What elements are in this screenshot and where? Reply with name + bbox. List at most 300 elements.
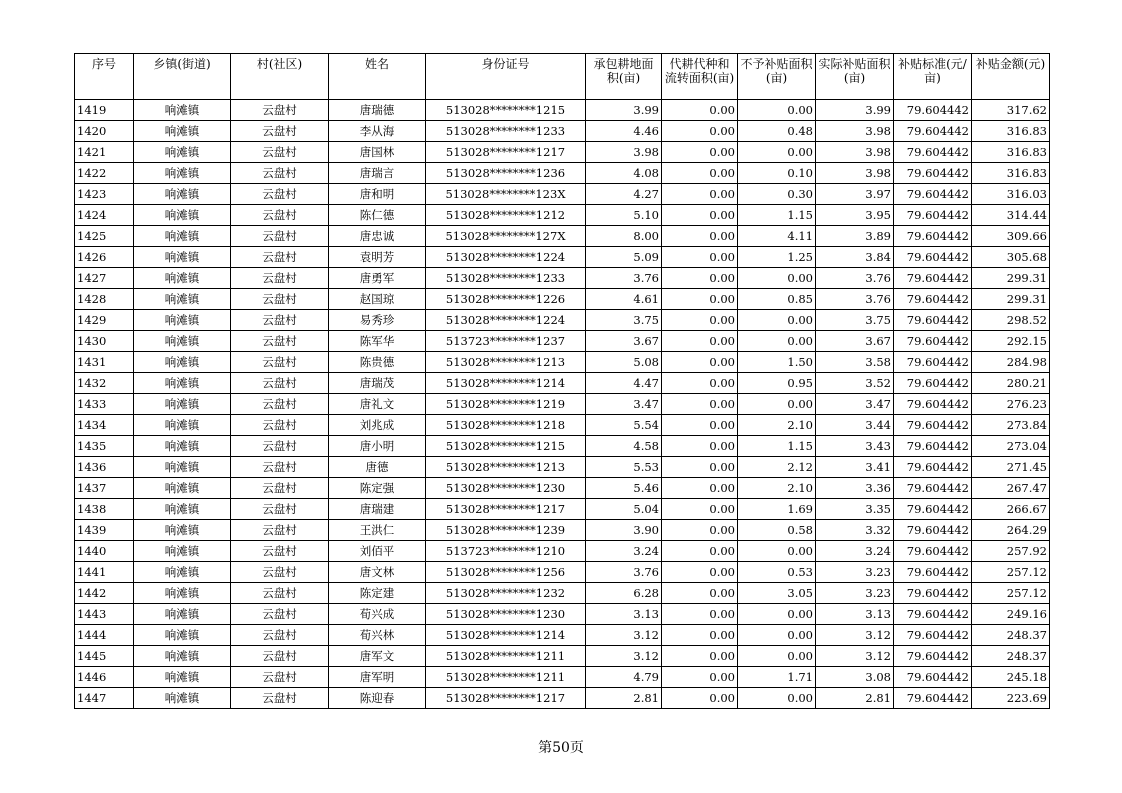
cell-name: 陈仁德 — [329, 205, 426, 226]
table-row — [75, 478, 1050, 499]
cell-standard: 79.604442 — [894, 646, 972, 667]
cell-seq: 1421 — [75, 142, 134, 163]
cell-actual-area: 3.35 — [816, 499, 894, 520]
header-standard: 补贴标准(元/亩) — [894, 54, 972, 100]
cell-nosubsidy-area: 0.00 — [738, 100, 816, 121]
cell-id: 513028********1214 — [426, 625, 586, 646]
cell-actual-area: 3.24 — [816, 541, 894, 562]
cell-standard: 79.604442 — [894, 121, 972, 142]
cell-contract-area: 4.08 — [586, 163, 662, 184]
cell-town: 响滩镇 — [134, 604, 231, 625]
cell-name: 唐瑞茂 — [329, 373, 426, 394]
table-row — [75, 352, 1050, 373]
cell-id: 513028********1215 — [426, 436, 586, 457]
cell-standard: 79.604442 — [894, 688, 972, 709]
header-transfer-area: 代耕代种和流转面积(亩) — [662, 54, 738, 100]
cell-transfer-area: 0.00 — [662, 247, 738, 268]
table-row — [75, 394, 1050, 415]
cell-town: 响滩镇 — [134, 541, 231, 562]
cell-contract-area: 4.58 — [586, 436, 662, 457]
cell-nosubsidy-area: 0.85 — [738, 289, 816, 310]
cell-town: 响滩镇 — [134, 688, 231, 709]
cell-village: 云盘村 — [231, 310, 329, 331]
cell-name: 唐和明 — [329, 184, 426, 205]
cell-nosubsidy-area: 1.25 — [738, 247, 816, 268]
cell-contract-area: 6.28 — [586, 583, 662, 604]
cell-village: 云盘村 — [231, 667, 329, 688]
cell-amount: 264.29 — [972, 520, 1050, 541]
cell-actual-area: 3.76 — [816, 289, 894, 310]
cell-village: 云盘村 — [231, 121, 329, 142]
cell-actual-area: 3.36 — [816, 478, 894, 499]
cell-contract-area: 5.53 — [586, 457, 662, 478]
cell-town: 响滩镇 — [134, 520, 231, 541]
cell-nosubsidy-area: 0.00 — [738, 646, 816, 667]
cell-seq: 1427 — [75, 268, 134, 289]
cell-seq: 1428 — [75, 289, 134, 310]
cell-town: 响滩镇 — [134, 268, 231, 289]
cell-actual-area: 3.95 — [816, 205, 894, 226]
cell-nosubsidy-area: 2.12 — [738, 457, 816, 478]
cell-seq: 1441 — [75, 562, 134, 583]
table-row — [75, 667, 1050, 688]
cell-id: 513028********1239 — [426, 520, 586, 541]
cell-id: 513028********1217 — [426, 142, 586, 163]
cell-transfer-area: 0.00 — [662, 331, 738, 352]
table-row — [75, 436, 1050, 457]
cell-seq: 1444 — [75, 625, 134, 646]
cell-nosubsidy-area: 0.00 — [738, 625, 816, 646]
cell-actual-area: 3.99 — [816, 100, 894, 121]
table-body — [75, 100, 1050, 709]
cell-name: 陈迎春 — [329, 688, 426, 709]
header-actual-area: 实际补贴面积(亩) — [816, 54, 894, 100]
cell-standard: 79.604442 — [894, 667, 972, 688]
cell-village: 云盘村 — [231, 436, 329, 457]
cell-standard: 79.604442 — [894, 289, 972, 310]
cell-village: 云盘村 — [231, 331, 329, 352]
cell-standard: 79.604442 — [894, 205, 972, 226]
cell-nosubsidy-area: 2.10 — [738, 478, 816, 499]
cell-standard: 79.604442 — [894, 163, 972, 184]
cell-id: 513028********1226 — [426, 289, 586, 310]
cell-transfer-area: 0.00 — [662, 478, 738, 499]
cell-id: 513028********1256 — [426, 562, 586, 583]
cell-village: 云盘村 — [231, 226, 329, 247]
cell-town: 响滩镇 — [134, 121, 231, 142]
cell-village: 云盘村 — [231, 247, 329, 268]
cell-seq: 1434 — [75, 415, 134, 436]
cell-seq: 1425 — [75, 226, 134, 247]
cell-id: 513028********1232 — [426, 583, 586, 604]
cell-standard: 79.604442 — [894, 184, 972, 205]
cell-name: 唐瑞言 — [329, 163, 426, 184]
cell-actual-area: 3.43 — [816, 436, 894, 457]
cell-actual-area: 3.58 — [816, 352, 894, 373]
cell-amount: 267.47 — [972, 478, 1050, 499]
cell-standard: 79.604442 — [894, 373, 972, 394]
cell-nosubsidy-area: 0.00 — [738, 604, 816, 625]
cell-id: 513723********1237 — [426, 331, 586, 352]
cell-actual-area: 3.67 — [816, 331, 894, 352]
cell-town: 响滩镇 — [134, 394, 231, 415]
cell-seq: 1430 — [75, 331, 134, 352]
cell-transfer-area: 0.00 — [662, 688, 738, 709]
table-row — [75, 541, 1050, 562]
cell-contract-area: 8.00 — [586, 226, 662, 247]
cell-id: 513028********1218 — [426, 415, 586, 436]
cell-nosubsidy-area: 0.30 — [738, 184, 816, 205]
cell-village: 云盘村 — [231, 457, 329, 478]
cell-town: 响滩镇 — [134, 226, 231, 247]
cell-village: 云盘村 — [231, 415, 329, 436]
cell-contract-area: 5.04 — [586, 499, 662, 520]
cell-name: 陈贵德 — [329, 352, 426, 373]
cell-town: 响滩镇 — [134, 184, 231, 205]
cell-name: 王洪仁 — [329, 520, 426, 541]
cell-transfer-area: 0.00 — [662, 646, 738, 667]
cell-actual-area: 3.98 — [816, 121, 894, 142]
cell-id: 513028********1230 — [426, 478, 586, 499]
cell-nosubsidy-area: 1.71 — [738, 667, 816, 688]
cell-name: 赵国琼 — [329, 289, 426, 310]
cell-town: 响滩镇 — [134, 373, 231, 394]
cell-contract-area: 4.46 — [586, 121, 662, 142]
cell-standard: 79.604442 — [894, 415, 972, 436]
cell-actual-area: 3.98 — [816, 163, 894, 184]
table-row — [75, 625, 1050, 646]
cell-transfer-area: 0.00 — [662, 226, 738, 247]
cell-village: 云盘村 — [231, 394, 329, 415]
cell-nosubsidy-area: 0.53 — [738, 562, 816, 583]
cell-transfer-area: 0.00 — [662, 499, 738, 520]
cell-contract-area: 3.12 — [586, 646, 662, 667]
cell-amount: 245.18 — [972, 667, 1050, 688]
cell-name: 陈军华 — [329, 331, 426, 352]
cell-transfer-area: 0.00 — [662, 415, 738, 436]
cell-village: 云盘村 — [231, 163, 329, 184]
cell-town: 响滩镇 — [134, 415, 231, 436]
cell-village: 云盘村 — [231, 541, 329, 562]
cell-id: 513028********1230 — [426, 604, 586, 625]
cell-actual-area: 2.81 — [816, 688, 894, 709]
cell-village: 云盘村 — [231, 373, 329, 394]
cell-id: 513028********1214 — [426, 373, 586, 394]
cell-transfer-area: 0.00 — [662, 604, 738, 625]
cell-village: 云盘村 — [231, 478, 329, 499]
cell-seq: 1432 — [75, 373, 134, 394]
cell-amount: 257.12 — [972, 562, 1050, 583]
cell-amount: 292.15 — [972, 331, 1050, 352]
cell-town: 响滩镇 — [134, 625, 231, 646]
cell-amount: 284.98 — [972, 352, 1050, 373]
cell-actual-area: 3.41 — [816, 457, 894, 478]
cell-seq: 1437 — [75, 478, 134, 499]
cell-town: 响滩镇 — [134, 436, 231, 457]
cell-transfer-area: 0.00 — [662, 184, 738, 205]
cell-actual-area: 3.44 — [816, 415, 894, 436]
cell-id: 513028********1236 — [426, 163, 586, 184]
cell-village: 云盘村 — [231, 646, 329, 667]
cell-town: 响滩镇 — [134, 583, 231, 604]
cell-name: 李从海 — [329, 121, 426, 142]
cell-contract-area: 3.67 — [586, 331, 662, 352]
cell-standard: 79.604442 — [894, 625, 972, 646]
cell-amount: 273.04 — [972, 436, 1050, 457]
cell-actual-area: 3.89 — [816, 226, 894, 247]
cell-transfer-area: 0.00 — [662, 520, 738, 541]
header-amount: 补贴金额(元) — [972, 54, 1050, 100]
table-row — [75, 268, 1050, 289]
cell-actual-area: 3.52 — [816, 373, 894, 394]
cell-seq: 1423 — [75, 184, 134, 205]
cell-seq: 1431 — [75, 352, 134, 373]
cell-transfer-area: 0.00 — [662, 373, 738, 394]
cell-seq: 1440 — [75, 541, 134, 562]
cell-amount: 257.92 — [972, 541, 1050, 562]
cell-seq: 1439 — [75, 520, 134, 541]
cell-name: 陈定建 — [329, 583, 426, 604]
cell-seq: 1426 — [75, 247, 134, 268]
cell-seq: 1424 — [75, 205, 134, 226]
cell-nosubsidy-area: 2.10 — [738, 415, 816, 436]
cell-name: 唐军文 — [329, 646, 426, 667]
cell-standard: 79.604442 — [894, 226, 972, 247]
cell-nosubsidy-area: 0.10 — [738, 163, 816, 184]
cell-seq: 1447 — [75, 688, 134, 709]
cell-village: 云盘村 — [231, 604, 329, 625]
cell-nosubsidy-area: 0.48 — [738, 121, 816, 142]
cell-nosubsidy-area: 1.15 — [738, 436, 816, 457]
table-row — [75, 646, 1050, 667]
cell-seq: 1438 — [75, 499, 134, 520]
cell-standard: 79.604442 — [894, 457, 972, 478]
cell-actual-area: 3.47 — [816, 394, 894, 415]
cell-contract-area: 5.54 — [586, 415, 662, 436]
cell-contract-area: 3.90 — [586, 520, 662, 541]
cell-id: 513028********1224 — [426, 310, 586, 331]
cell-amount: 316.83 — [972, 121, 1050, 142]
table-row — [75, 205, 1050, 226]
table-row — [75, 100, 1050, 121]
cell-name: 唐文林 — [329, 562, 426, 583]
cell-amount: 223.69 — [972, 688, 1050, 709]
cell-name: 刘兆成 — [329, 415, 426, 436]
cell-id: 513028********1211 — [426, 646, 586, 667]
cell-amount: 316.03 — [972, 184, 1050, 205]
cell-standard: 79.604442 — [894, 583, 972, 604]
cell-standard: 79.604442 — [894, 352, 972, 373]
cell-transfer-area: 0.00 — [662, 667, 738, 688]
cell-name: 唐礼文 — [329, 394, 426, 415]
cell-actual-area: 3.12 — [816, 625, 894, 646]
header-name: 姓名 — [329, 54, 426, 100]
cell-nosubsidy-area: 1.69 — [738, 499, 816, 520]
cell-name: 唐瑞建 — [329, 499, 426, 520]
cell-town: 响滩镇 — [134, 667, 231, 688]
cell-nosubsidy-area: 1.15 — [738, 205, 816, 226]
cell-seq: 1433 — [75, 394, 134, 415]
cell-village: 云盘村 — [231, 625, 329, 646]
header-town: 乡镇(街道) — [134, 54, 231, 100]
cell-actual-area: 3.76 — [816, 268, 894, 289]
cell-standard: 79.604442 — [894, 394, 972, 415]
cell-contract-area: 5.09 — [586, 247, 662, 268]
cell-actual-area: 3.08 — [816, 667, 894, 688]
cell-seq: 1422 — [75, 163, 134, 184]
cell-transfer-area: 0.00 — [662, 205, 738, 226]
cell-town: 响滩镇 — [134, 352, 231, 373]
cell-id: 513028********1217 — [426, 499, 586, 520]
cell-actual-area: 3.23 — [816, 562, 894, 583]
cell-nosubsidy-area: 4.11 — [738, 226, 816, 247]
cell-contract-area: 3.13 — [586, 604, 662, 625]
table-row — [75, 415, 1050, 436]
cell-seq: 1445 — [75, 646, 134, 667]
table-row — [75, 499, 1050, 520]
cell-town: 响滩镇 — [134, 562, 231, 583]
cell-nosubsidy-area: 0.00 — [738, 394, 816, 415]
cell-village: 云盘村 — [231, 289, 329, 310]
cell-standard: 79.604442 — [894, 268, 972, 289]
cell-transfer-area: 0.00 — [662, 121, 738, 142]
cell-contract-area: 4.61 — [586, 289, 662, 310]
cell-contract-area: 3.76 — [586, 562, 662, 583]
cell-actual-area: 3.12 — [816, 646, 894, 667]
cell-contract-area: 5.08 — [586, 352, 662, 373]
cell-village: 云盘村 — [231, 142, 329, 163]
subsidy-table — [74, 53, 1050, 709]
cell-id: 513723********1210 — [426, 541, 586, 562]
cell-seq: 1443 — [75, 604, 134, 625]
cell-town: 响滩镇 — [134, 310, 231, 331]
cell-standard: 79.604442 — [894, 541, 972, 562]
cell-amount: 317.62 — [972, 100, 1050, 121]
table-row — [75, 226, 1050, 247]
cell-standard: 79.604442 — [894, 562, 972, 583]
cell-nosubsidy-area: 1.50 — [738, 352, 816, 373]
cell-seq: 1436 — [75, 457, 134, 478]
cell-id: 513028********1213 — [426, 457, 586, 478]
cell-nosubsidy-area: 0.00 — [738, 688, 816, 709]
table-row — [75, 163, 1050, 184]
table-row — [75, 310, 1050, 331]
cell-contract-area: 3.98 — [586, 142, 662, 163]
cell-transfer-area: 0.00 — [662, 583, 738, 604]
cell-seq: 1429 — [75, 310, 134, 331]
cell-amount: 298.52 — [972, 310, 1050, 331]
cell-village: 云盘村 — [231, 100, 329, 121]
cell-town: 响滩镇 — [134, 100, 231, 121]
cell-amount: 249.16 — [972, 604, 1050, 625]
cell-town: 响滩镇 — [134, 499, 231, 520]
cell-seq: 1419 — [75, 100, 134, 121]
cell-transfer-area: 0.00 — [662, 163, 738, 184]
cell-amount: 273.84 — [972, 415, 1050, 436]
cell-name: 唐德 — [329, 457, 426, 478]
cell-standard: 79.604442 — [894, 436, 972, 457]
cell-id: 513028********1211 — [426, 667, 586, 688]
cell-id: 513028********1233 — [426, 268, 586, 289]
cell-village: 云盘村 — [231, 562, 329, 583]
cell-transfer-area: 0.00 — [662, 541, 738, 562]
cell-id: 513028********127X — [426, 226, 586, 247]
cell-name: 唐忠诚 — [329, 226, 426, 247]
cell-nosubsidy-area: 0.95 — [738, 373, 816, 394]
cell-seq: 1435 — [75, 436, 134, 457]
cell-standard: 79.604442 — [894, 310, 972, 331]
cell-name: 刘佰平 — [329, 541, 426, 562]
cell-name: 唐勇军 — [329, 268, 426, 289]
cell-village: 云盘村 — [231, 583, 329, 604]
cell-name: 唐军明 — [329, 667, 426, 688]
cell-transfer-area: 0.00 — [662, 268, 738, 289]
cell-village: 云盘村 — [231, 688, 329, 709]
table-header-row — [75, 54, 1050, 100]
cell-name: 唐瑞德 — [329, 100, 426, 121]
cell-contract-area: 4.47 — [586, 373, 662, 394]
header-id: 身份证号 — [426, 54, 586, 100]
cell-transfer-area: 0.00 — [662, 352, 738, 373]
cell-amount: 248.37 — [972, 625, 1050, 646]
cell-town: 响滩镇 — [134, 331, 231, 352]
cell-standard: 79.604442 — [894, 478, 972, 499]
cell-name: 荀兴成 — [329, 604, 426, 625]
cell-name: 荀兴林 — [329, 625, 426, 646]
table-row — [75, 562, 1050, 583]
cell-village: 云盘村 — [231, 184, 329, 205]
cell-amount: 257.12 — [972, 583, 1050, 604]
table-row — [75, 247, 1050, 268]
cell-contract-area: 3.99 — [586, 100, 662, 121]
cell-amount: 305.68 — [972, 247, 1050, 268]
cell-town: 响滩镇 — [134, 289, 231, 310]
cell-nosubsidy-area: 3.05 — [738, 583, 816, 604]
cell-transfer-area: 0.00 — [662, 562, 738, 583]
cell-transfer-area: 0.00 — [662, 142, 738, 163]
cell-town: 响滩镇 — [134, 478, 231, 499]
cell-town: 响滩镇 — [134, 142, 231, 163]
cell-nosubsidy-area: 0.00 — [738, 331, 816, 352]
cell-amount: 309.66 — [972, 226, 1050, 247]
cell-village: 云盘村 — [231, 520, 329, 541]
cell-actual-area: 3.13 — [816, 604, 894, 625]
table-row — [75, 142, 1050, 163]
cell-village: 云盘村 — [231, 205, 329, 226]
cell-village: 云盘村 — [231, 352, 329, 373]
cell-contract-area: 4.27 — [586, 184, 662, 205]
cell-transfer-area: 0.00 — [662, 310, 738, 331]
cell-id: 513028********123X — [426, 184, 586, 205]
cell-town: 响滩镇 — [134, 457, 231, 478]
table-row — [75, 121, 1050, 142]
cell-standard: 79.604442 — [894, 100, 972, 121]
cell-id: 513028********1219 — [426, 394, 586, 415]
cell-name: 唐小明 — [329, 436, 426, 457]
cell-transfer-area: 0.00 — [662, 625, 738, 646]
cell-transfer-area: 0.00 — [662, 436, 738, 457]
cell-standard: 79.604442 — [894, 142, 972, 163]
cell-contract-area: 3.12 — [586, 625, 662, 646]
table-row — [75, 289, 1050, 310]
cell-standard: 79.604442 — [894, 520, 972, 541]
table-row — [75, 520, 1050, 541]
cell-village: 云盘村 — [231, 268, 329, 289]
cell-id: 513028********1224 — [426, 247, 586, 268]
cell-actual-area: 3.84 — [816, 247, 894, 268]
cell-town: 响滩镇 — [134, 247, 231, 268]
cell-id: 513028********1215 — [426, 100, 586, 121]
